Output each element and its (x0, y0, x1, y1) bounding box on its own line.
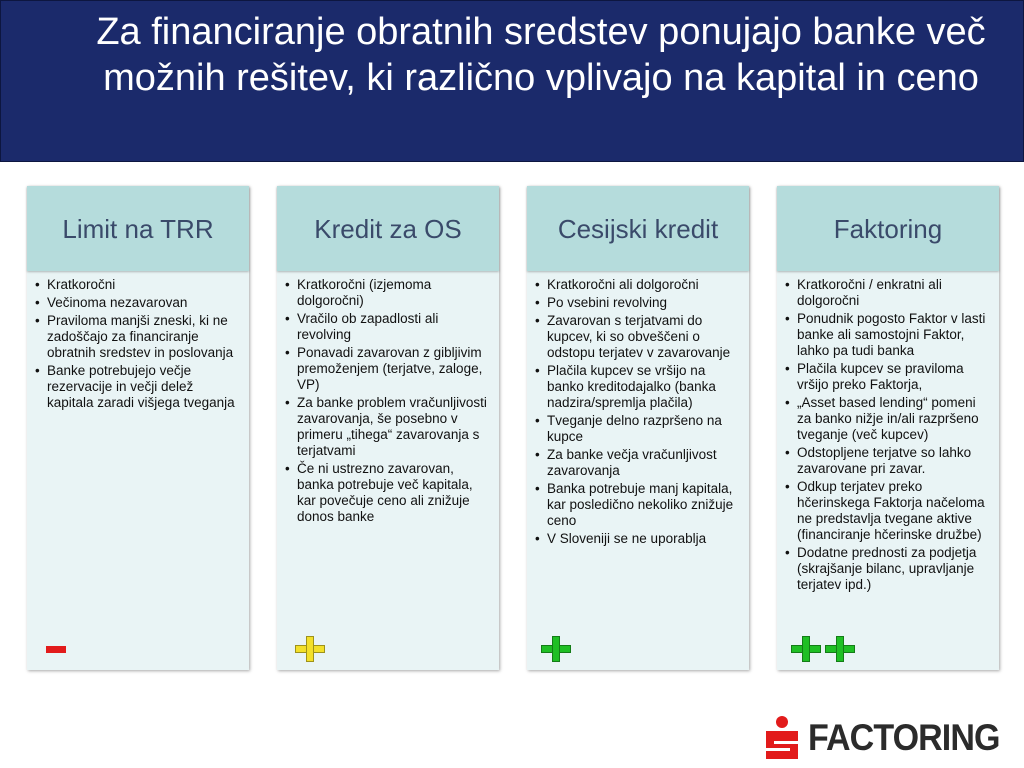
list-item: • Kratkoročni (izjemoma dolgoročni) (285, 277, 432, 308)
list-item: • Plačila kupcev se praviloma vršijo preko Faktorja, (785, 361, 964, 392)
minus-icon (46, 646, 66, 653)
list-item: • Ponudnik pogosto Faktor v lasti banke ali samostojni Faktor, lahko pa tudi banka (785, 311, 986, 358)
list-item: • Ponavadi zavarovan z gibljivim premoženjem (terjatve, zaloge, VP) (285, 345, 483, 392)
list-item: • Kratkoročni (35, 277, 116, 292)
list-item: • Za banke večja vračunljivost zavarovanja (535, 447, 717, 478)
column-heading: Limit na TRR (27, 186, 249, 271)
list-item: • Plačila kupcev se vršijo na banko kreditodajalko (banka nadzira/spremlja plačila) (535, 363, 716, 410)
plus-icon (295, 636, 325, 662)
column-body (283, 277, 493, 527)
list-item: • Kratkoročni / enkratni ali dolgoročni (785, 277, 942, 308)
column-kredit-za-os (277, 186, 499, 670)
list-item: • Kratkoročni ali dolgoročni (535, 277, 699, 292)
list-item: • Večinoma nezavarovan (35, 295, 188, 310)
list-item: • Po vsebini revolving (535, 295, 668, 310)
list-item: • Dodatne prednosti za podjetja (skrajšanje bilanc, upravljanje terjatev ipd.) (785, 545, 977, 592)
column-body (533, 277, 743, 549)
list-item: • Za banke problem vračunljivosti zavarovanja, še posebno v primeru „tihega“ zavarovanja s terjatvami (285, 395, 487, 458)
column-limit-na-trr (27, 186, 249, 670)
column-heading: Kredit za OS (277, 186, 499, 271)
s-logo-icon (762, 715, 802, 761)
list-item: • Če ni ustrezno zavarovan, banka potrebuje več kapitala, kar povečuje ceno ali znižuje donos banke (285, 461, 473, 524)
list-item: • „Asset based lending“ pomeni za banko nižje in/ali razpršeno tveganje (več kupcev) (785, 395, 979, 442)
plus-icon (541, 636, 571, 662)
list-item: • Zavarovan s terjatvami do kupcev, ki so obveščeni o odstopu terjatev v zavarovanje (535, 313, 731, 360)
list-item: • Praviloma manjši zneski, ki ne zadoščajo za financiranje obratnih sredstev in poslovanja (35, 313, 234, 360)
list-item: • Odkup terjatev preko hčerinskega Faktorja načeloma ne predstavlja tvegane aktive (financiranje hčerinske družbe) (785, 479, 985, 542)
column-body (33, 277, 243, 413)
slide-title: Za financiranje obratnih sredstev ponujajo banke več možnih rešitev, ki različno vplivajo na kapital in ceno (96, 11, 986, 99)
list-item: • Banka potrebuje manj kapitala, kar posledično nekoliko znižuje ceno (535, 481, 734, 528)
column-faktoring (777, 186, 999, 670)
column-heading: Faktoring (777, 186, 999, 271)
title-bar (0, 0, 1024, 162)
list-item: • Tveganje delno razpršeno na kupce (535, 413, 722, 444)
plus-icon (791, 636, 821, 662)
logo-text: FACTORING (808, 717, 1000, 758)
column-body (783, 277, 993, 595)
list-item: • V Sloveniji se ne uporablja (535, 531, 707, 546)
plus-icon (825, 636, 855, 662)
list-item: • Odstopljene terjatve so lahko zavarovane pri zavar. (785, 445, 972, 476)
column-cesijski-kredit (527, 186, 749, 670)
column-heading: Cesijski kredit (527, 186, 749, 271)
factoring-logo (762, 715, 1022, 761)
list-item: • Vračilo ob zapadlosti ali revolving (285, 311, 439, 342)
list-item: • Banke potrebujejo večje rezervacije in večji delež kapitala zaradi višjega tveganja (35, 363, 235, 410)
